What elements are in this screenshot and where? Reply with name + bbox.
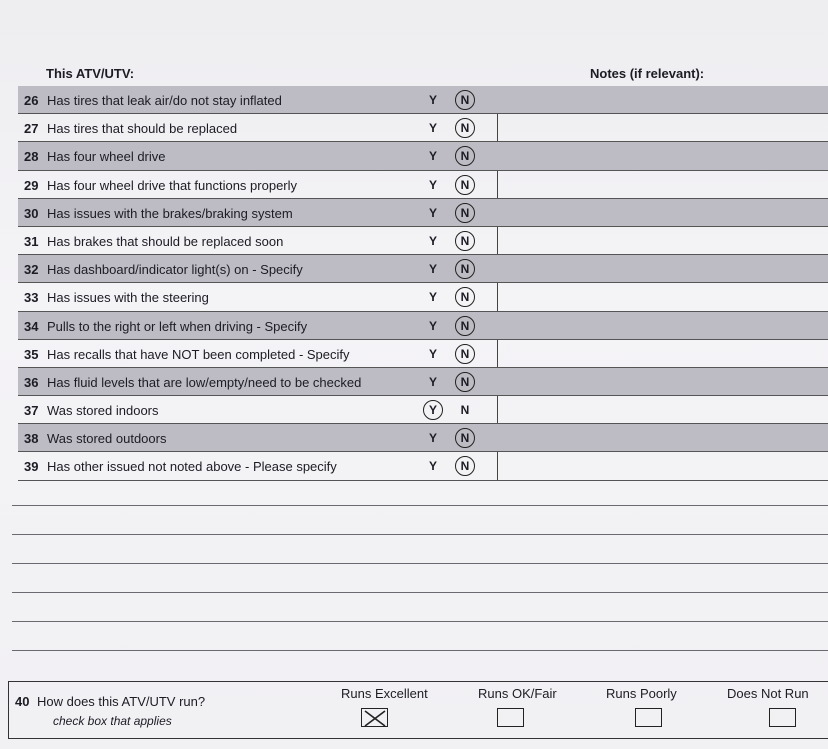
checkbox-runs-poorly[interactable] xyxy=(635,708,662,727)
answer-yes-option[interactable]: Y xyxy=(428,374,437,389)
answer-circle-mark xyxy=(455,287,475,307)
notes-blank-line[interactable] xyxy=(12,563,828,564)
question-text: Has brakes that should be replaced soon xyxy=(47,233,284,249)
answer-no-option[interactable]: N xyxy=(460,346,470,361)
question-row xyxy=(18,142,828,170)
question-instruction: check box that applies xyxy=(53,714,172,728)
answer-circle-mark xyxy=(455,118,475,138)
question-text: Has four wheel drive xyxy=(47,149,166,165)
answer-yes-option[interactable]: Y xyxy=(428,431,437,446)
answer-no-option[interactable]: N xyxy=(460,121,470,136)
checkbox-does-not-run[interactable] xyxy=(769,708,796,727)
answer-yes-option[interactable]: Y xyxy=(428,121,437,136)
answer-circle-mark xyxy=(455,90,475,110)
question-row xyxy=(18,86,828,114)
question-row xyxy=(18,227,828,255)
answer-circle-mark xyxy=(455,203,475,223)
option-label-runs-poorly: Runs Poorly xyxy=(606,686,677,701)
question-text: Has recalls that have NOT been completed - Specify xyxy=(47,346,350,362)
question-row xyxy=(18,283,828,311)
question-text: Has fluid levels that are low/empty/need to be checked xyxy=(47,374,362,390)
question-text: Has four wheel drive that functions properly xyxy=(47,177,298,193)
form-title: This ATV/UTV: xyxy=(46,66,135,81)
answer-yes-option[interactable]: Y xyxy=(428,346,437,361)
answer-yes-option[interactable]: Y xyxy=(428,205,437,220)
question-text: Was stored indoors xyxy=(47,403,159,419)
question-row xyxy=(18,368,828,396)
option-label-runs-ok-fair: Runs OK/Fair xyxy=(478,686,557,701)
question-40-section xyxy=(8,681,828,739)
answer-circle-mark xyxy=(455,231,475,251)
notes-blank-line[interactable] xyxy=(12,592,828,593)
notes-blank-line[interactable] xyxy=(12,505,828,506)
checkbox-runs-ok-fair[interactable] xyxy=(497,708,524,727)
question-number: 34 xyxy=(24,318,39,334)
answer-no-option[interactable]: N xyxy=(460,205,470,220)
answer-yes-option[interactable]: Y xyxy=(428,233,437,248)
check-x-icon xyxy=(362,709,389,728)
question-row xyxy=(18,171,828,199)
question-text: Has tires that leak air/do not stay inflated xyxy=(47,93,282,108)
question-number: 39 xyxy=(24,459,39,475)
answer-yes-option[interactable]: Y xyxy=(428,149,437,164)
answer-no-option[interactable]: N xyxy=(460,374,470,389)
question-number: 36 xyxy=(24,374,39,390)
question-number: 29 xyxy=(24,177,39,193)
notes-blank-line[interactable] xyxy=(12,650,828,651)
question-number: 38 xyxy=(24,431,39,447)
answer-yes-option[interactable]: Y xyxy=(428,262,437,277)
checkbox-runs-excellent[interactable] xyxy=(361,708,388,727)
question-text: Has issues with the steering xyxy=(47,290,209,306)
question-text: Has issues with the brakes/braking system xyxy=(47,205,293,221)
notes-blank-line[interactable] xyxy=(12,534,828,535)
question-text: Has tires that should be replaced xyxy=(47,121,238,137)
question-row xyxy=(18,255,828,283)
question-row xyxy=(18,114,828,142)
answer-yes-option[interactable]: Y xyxy=(428,93,437,107)
question-table xyxy=(18,86,828,481)
answer-no-option[interactable]: N xyxy=(460,93,470,107)
question-number: 31 xyxy=(24,233,39,249)
answer-circle-mark xyxy=(455,428,475,448)
answer-yes-option[interactable]: Y xyxy=(428,177,437,192)
question-number: 27 xyxy=(24,121,39,137)
question-number: 40 xyxy=(15,694,30,709)
answer-circle-mark xyxy=(455,316,475,336)
question-row xyxy=(18,340,828,368)
question-text: Was stored outdoors xyxy=(47,431,167,447)
answer-no-option[interactable]: N xyxy=(460,318,470,333)
answer-yes-option[interactable]: Y xyxy=(428,318,437,333)
option-label-runs-excellent: Runs Excellent xyxy=(341,686,428,701)
answer-circle-mark xyxy=(455,175,475,195)
answer-circle-mark xyxy=(455,146,475,166)
answer-no-option[interactable]: N xyxy=(460,459,470,474)
option-label-does-not-run: Does Not Run xyxy=(727,686,809,701)
question-row xyxy=(18,452,828,480)
question-text: How does this ATV/UTV run? xyxy=(37,694,206,709)
answer-no-option[interactable]: N xyxy=(460,233,470,248)
answer-circle-mark xyxy=(423,400,443,420)
answer-no-option[interactable]: N xyxy=(460,290,470,305)
notes-header: Notes (if relevant): xyxy=(590,66,705,81)
question-text: Has dashboard/indicator light(s) on - Specify xyxy=(47,262,303,278)
answer-no-option[interactable]: N xyxy=(460,262,470,277)
answer-no-option[interactable]: N xyxy=(460,403,470,418)
question-number: 26 xyxy=(24,93,39,108)
answer-circle-mark xyxy=(455,259,475,279)
question-text: Pulls to the right or left when driving - Specify xyxy=(47,318,308,334)
answer-circle-mark xyxy=(455,372,475,392)
answer-no-option[interactable]: N xyxy=(460,177,470,192)
answer-yes-option[interactable]: Y xyxy=(428,290,437,305)
question-number: 32 xyxy=(24,262,39,278)
answer-yes-option[interactable]: Y xyxy=(428,459,437,474)
answer-no-option[interactable]: N xyxy=(460,431,470,446)
answer-yes-option[interactable]: Y xyxy=(428,403,437,418)
question-number: 35 xyxy=(24,346,39,362)
answer-circle-mark xyxy=(455,456,475,476)
question-number: 30 xyxy=(24,205,39,221)
question-text: Has other issued not noted above - Please specify xyxy=(47,459,337,475)
question-row xyxy=(18,396,828,424)
answer-no-option[interactable]: N xyxy=(460,149,470,164)
question-number: 33 xyxy=(24,290,39,306)
question-row xyxy=(18,424,828,452)
answer-circle-mark xyxy=(455,344,475,364)
question-number: 28 xyxy=(24,149,39,165)
question-row xyxy=(18,199,828,227)
question-number: 37 xyxy=(24,403,39,419)
question-row xyxy=(18,312,828,340)
notes-blank-line[interactable] xyxy=(12,621,828,622)
